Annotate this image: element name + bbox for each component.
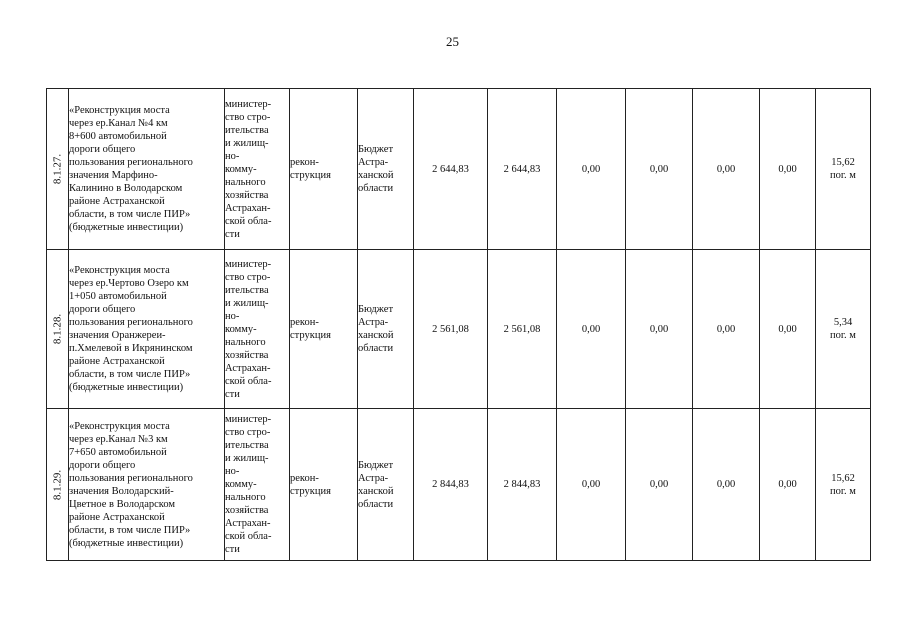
- row-number-cell: [47, 89, 69, 250]
- amount-col-3: 0,00: [557, 250, 626, 409]
- capacity-cell: [816, 409, 871, 561]
- amount-col-5: 0,00: [693, 89, 760, 250]
- work-type-cell: [290, 409, 358, 561]
- amount-col-3: 0,00: [557, 89, 626, 250]
- funding-source-cell: [358, 250, 414, 409]
- page-number: 25: [446, 34, 459, 49]
- row-number: 8.1.28.: [51, 313, 63, 345]
- funding-source: Бюджет Астра- ханской области: [358, 304, 394, 354]
- table-row: [47, 250, 871, 409]
- project-name-cell: [69, 89, 225, 250]
- investment-table: [46, 88, 871, 561]
- table-row: [47, 89, 871, 250]
- amount-col-4: 0,00: [626, 250, 693, 409]
- capacity-cell: [816, 89, 871, 250]
- agency-cell: [225, 89, 290, 250]
- row-number: 8.1.27.: [51, 153, 63, 185]
- amount-col-2: 2 561,08: [488, 250, 557, 409]
- project-name: «Реконструкция моста через ер.Чертово Озеро км 1+050 автомобильной дороги общего пользования регионального значения Оранжереи- п.Хмелевой в Икрянинском районе Астраханской области, в том числе ПИР» (бюджетные инвестиции): [69, 265, 193, 393]
- project-name-cell: [69, 409, 225, 561]
- work-type: рекон- струкция: [290, 317, 331, 341]
- agency-cell: [225, 250, 290, 409]
- amount-col-6: 0,00: [760, 409, 816, 561]
- agency-cell: [225, 409, 290, 561]
- agency: министер- ство стро- ительства и жилищ- но- комму- нального хозяйства Астрахан- ской обла- сти: [225, 98, 272, 240]
- work-type-cell: [290, 250, 358, 409]
- amount-col-3: 0,00: [557, 409, 626, 561]
- project-name: «Реконструкция моста через ер.Канал №3 км 7+650 автомобильной дороги общего пользования регионального значения Володарский- Цветное в Володарском районе Астраханской области, в том числе ПИР» (бюджетные инвестиции): [69, 420, 193, 549]
- amount-col-2: 2 644,83: [488, 89, 557, 250]
- project-name-cell: [69, 250, 225, 409]
- row-number-cell: [47, 409, 69, 561]
- amount-col-4: 0,00: [626, 89, 693, 250]
- amount-col-2: 2 844,83: [488, 409, 557, 561]
- total-amount: 2 644,83: [414, 89, 488, 250]
- capacity: 15,62 пог. м: [830, 157, 856, 181]
- row-number: 8.1.29.: [51, 469, 63, 500]
- amount-col-5: 0,00: [693, 250, 760, 409]
- work-type: рекон- струкция: [290, 472, 331, 497]
- work-type: рекон- струкция: [290, 157, 331, 181]
- capacity: 15,62 пог. м: [830, 472, 856, 497]
- funding-source: Бюджет Астра- ханской области: [358, 459, 394, 510]
- project-name: «Реконструкция моста через ер.Канал №4 км 8+600 автомобильной дороги общего пользования регионального значения Марфино- Калинино в Володарском районе Астраханской области, в том числе ПИР» (бюджетные инвестиции): [69, 105, 193, 233]
- funding-source-cell: [358, 89, 414, 250]
- amount-col-4: 0,00: [626, 409, 693, 561]
- total-amount: 2 561,08: [414, 250, 488, 409]
- total-amount: 2 844,83: [414, 409, 488, 561]
- capacity: 5,34 пог. м: [830, 317, 856, 341]
- capacity-cell: [816, 250, 871, 409]
- amount-col-5: 0,00: [693, 409, 760, 561]
- funding-source-cell: [358, 409, 414, 561]
- agency: министер- ство стро- ительства и жилищ- но- комму- нального хозяйства Астрахан- ской обла- сти: [225, 414, 272, 555]
- funding-source: Бюджет Астра- ханской области: [358, 144, 394, 194]
- work-type-cell: [290, 89, 358, 250]
- amount-col-6: 0,00: [760, 250, 816, 409]
- amount-col-6: 0,00: [760, 89, 816, 250]
- row-number-cell: [47, 250, 69, 409]
- table-row: [47, 409, 871, 561]
- agency: министер- ство стро- ительства и жилищ- но- комму- нального хозяйства Астрахан- ской обла- сти: [225, 258, 272, 400]
